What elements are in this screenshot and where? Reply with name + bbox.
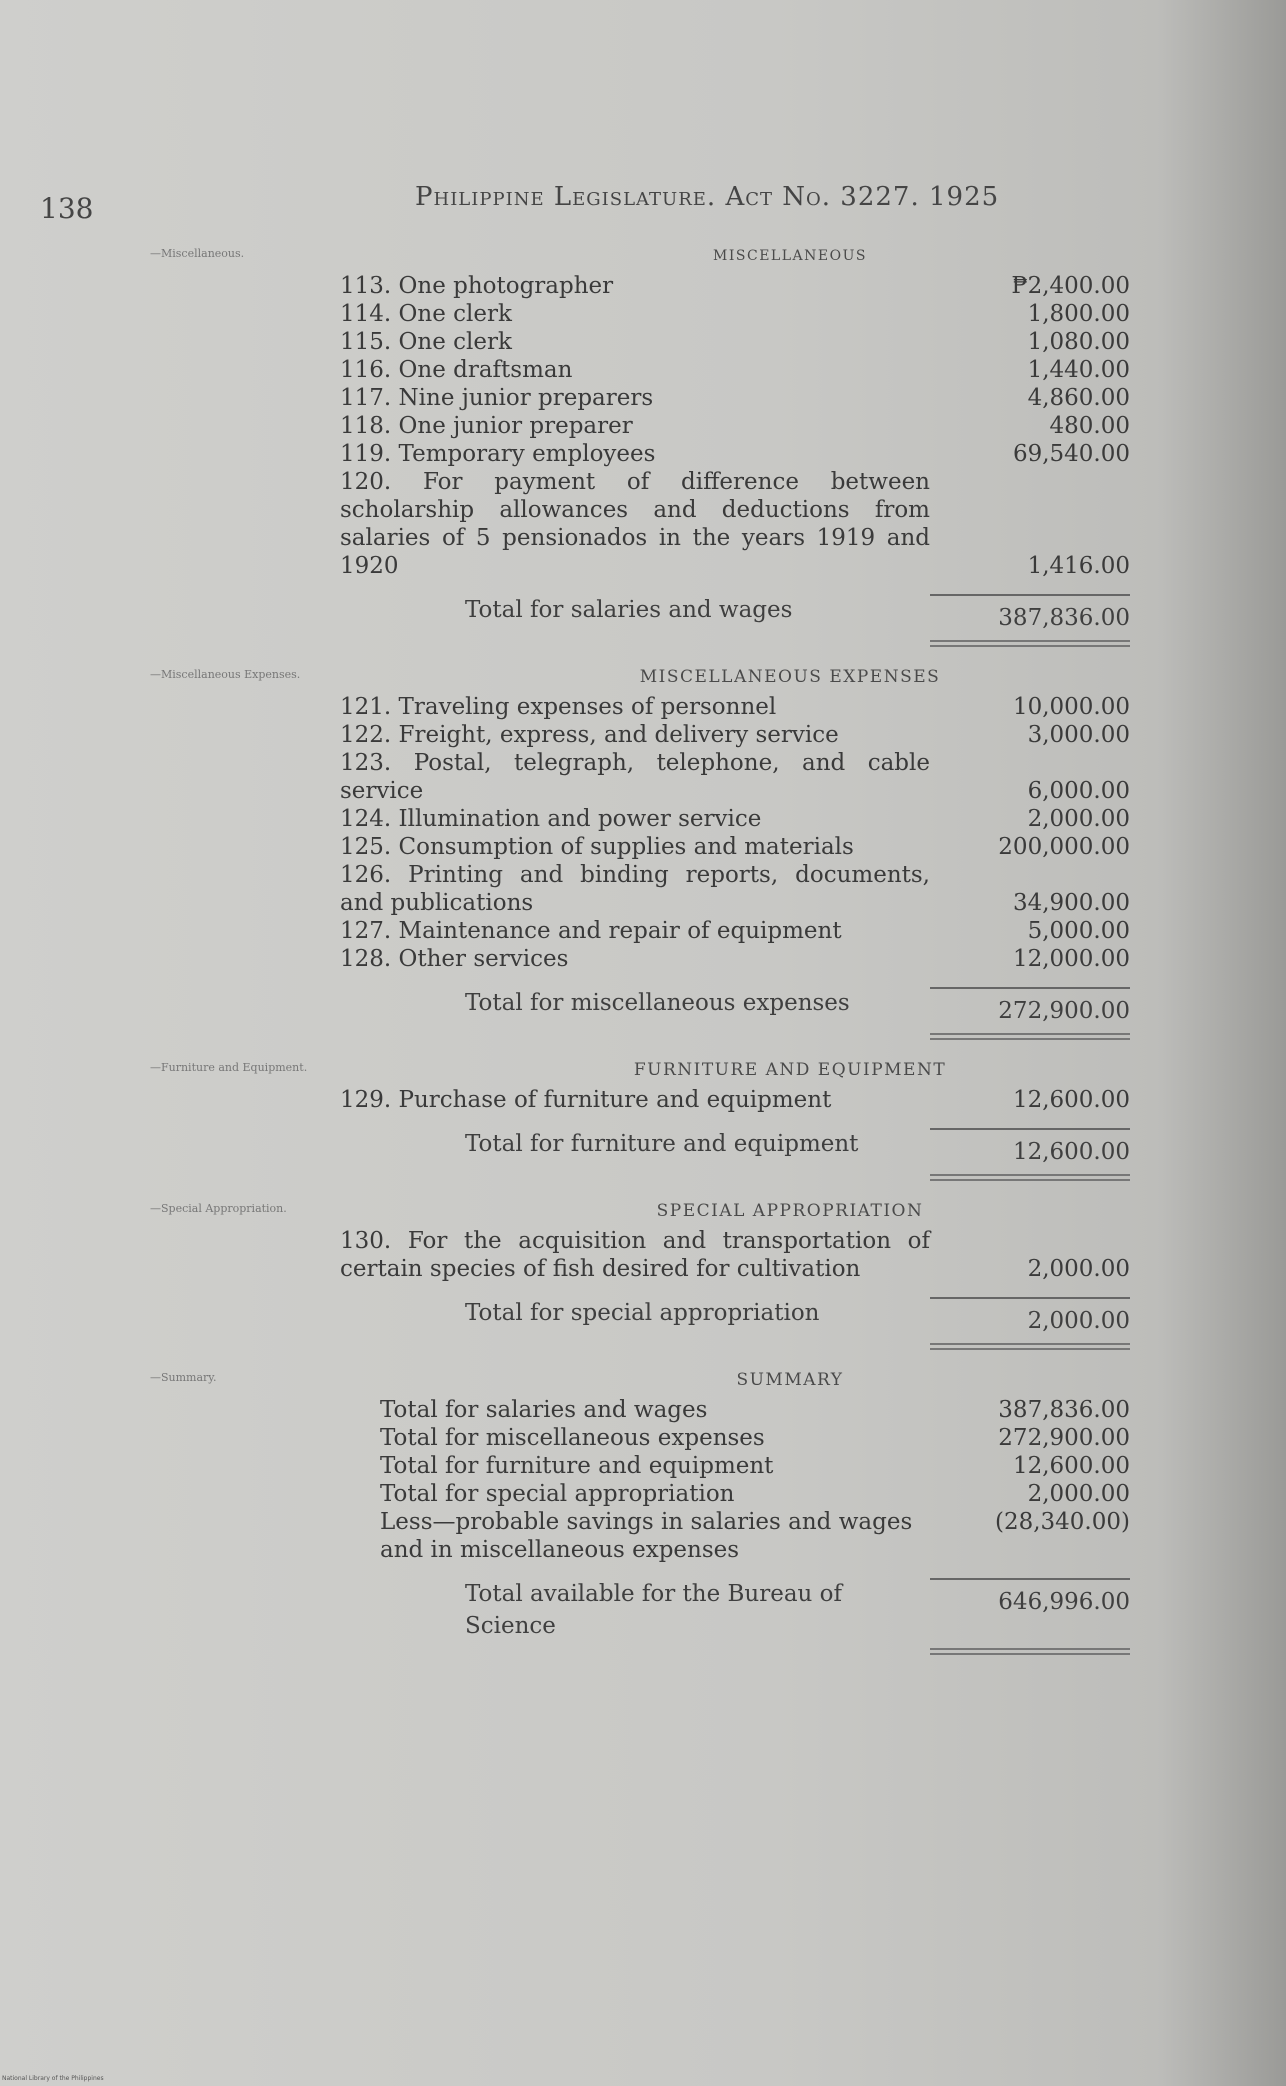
line-item	[340, 1086, 1130, 1114]
item-amount: 10,000.00	[1012, 694, 1130, 720]
summary-row	[340, 1424, 1130, 1452]
item-text: 118. One junior preparer	[340, 413, 633, 439]
item-amount: (28,340.00)	[994, 1509, 1130, 1535]
total-amount: 387,836.00	[930, 594, 1130, 634]
main-column	[150, 240, 1130, 1669]
item-text: 121. Traveling expenses of personnel	[340, 694, 777, 720]
item-text: 114. One clerk	[340, 301, 512, 327]
summary-row	[340, 1396, 1130, 1424]
item-text: 127. Maintenance and repair of equipment	[340, 918, 842, 944]
margin-note: —Furniture and Equipment.	[150, 1061, 308, 1074]
item-text: 120. For payment of difference between scholarship allowances and deductions from salaries of 5 pensionados in the years 1919 and 1920	[340, 469, 930, 579]
summary-row	[340, 1480, 1130, 1508]
item-text: 124. Illumination and power service	[340, 806, 762, 832]
line-item	[340, 693, 1130, 721]
item-amount: 1,800.00	[1027, 301, 1130, 327]
item-text: 115. One clerk	[340, 329, 512, 355]
line-item	[340, 833, 1130, 861]
item-amount: 2,000.00	[1027, 1256, 1130, 1282]
item-amount: 1,416.00	[1027, 553, 1130, 579]
item-amount: 6,000.00	[1027, 778, 1130, 804]
item-text: Total for special appropriation	[380, 1481, 735, 1507]
page-header	[40, 182, 1140, 225]
item-amount: 2,000.00	[1027, 1481, 1130, 1507]
item-text: Total for furniture and equipment	[380, 1453, 774, 1479]
item-text: 113. One photographer	[340, 273, 614, 299]
total-amount: 272,900.00	[930, 987, 1130, 1027]
double-rule	[930, 1174, 1130, 1181]
footer-credit: National Library of the Philippines	[2, 2075, 104, 2082]
margin-note: —Summary.	[150, 1371, 217, 1384]
line-item	[340, 805, 1130, 833]
item-amount: 387,836.00	[998, 1397, 1130, 1423]
item-amount: 12,600.00	[1012, 1087, 1130, 1113]
item-amount: 200,000.00	[998, 834, 1130, 860]
margin-note: —Miscellaneous.	[150, 247, 245, 260]
section-special-appropriation	[150, 1195, 1130, 1350]
summary-row	[340, 1452, 1130, 1480]
section-summary	[150, 1364, 1130, 1655]
page-number: 138	[40, 192, 94, 225]
line-item	[340, 749, 1130, 805]
total-label: Total for furniture and equipment	[465, 1131, 859, 1157]
item-amount: 4,860.00	[1027, 385, 1130, 411]
double-rule	[930, 640, 1130, 647]
item-amount: 3,000.00	[1027, 722, 1130, 748]
item-amount: 1,440.00	[1027, 357, 1130, 383]
item-text: 125. Consumption of supplies and materials	[340, 834, 854, 860]
item-text: Total for salaries and wages	[380, 1397, 708, 1423]
section-furniture-equipment	[150, 1054, 1130, 1181]
line-item	[340, 721, 1130, 749]
item-text: 123. Postal, telegraph, telephone, and cable service	[340, 750, 930, 804]
total-label: Total available for the Bureau of Science	[465, 1581, 843, 1639]
margin-note: —Miscellaneous Expenses.	[150, 668, 301, 681]
total-row	[340, 1128, 1130, 1168]
line-item	[340, 468, 1130, 580]
section-miscellaneous	[150, 240, 1130, 647]
item-text: Less—probable savings in salaries and wages and in miscellaneous expenses	[380, 1509, 913, 1563]
item-amount: 34,900.00	[1012, 890, 1130, 916]
line-item	[340, 384, 1130, 412]
item-amount: 480.00	[1049, 413, 1130, 439]
item-text: 122. Freight, express, and delivery service	[340, 722, 839, 748]
item-amount: 12,000.00	[1012, 946, 1130, 972]
total-label: Total for special appropriation	[465, 1300, 820, 1326]
item-text: 116. One draftsman	[340, 357, 573, 383]
item-text: 128. Other services	[340, 946, 569, 972]
section-title: SUMMARY	[736, 1370, 844, 1390]
item-text: 126. Printing and binding reports, documents, and publications	[340, 862, 930, 916]
total-label: Total for salaries and wages	[465, 597, 793, 623]
summary-row	[340, 1508, 1130, 1564]
item-text: 119. Temporary employees	[340, 441, 656, 467]
line-item	[340, 1227, 1130, 1283]
item-text: Total for miscellaneous expenses	[380, 1425, 765, 1451]
item-amount: 69,540.00	[1012, 441, 1130, 467]
total-row	[340, 594, 1130, 634]
total-row	[340, 1578, 1130, 1642]
total-amount: 646,996.00	[930, 1578, 1130, 1642]
line-item	[340, 440, 1130, 468]
item-amount: 272,900.00	[998, 1425, 1130, 1451]
line-item	[340, 412, 1130, 440]
section-title: FURNITURE AND EQUIPMENT	[633, 1060, 947, 1080]
running-head: Philippine Legislature. Act No. 3227. 1925	[415, 182, 1000, 212]
section-miscellaneous-expenses	[150, 661, 1130, 1040]
item-amount: ₱2,400.00	[1011, 273, 1130, 299]
double-rule	[930, 1033, 1130, 1040]
item-amount: 5,000.00	[1027, 918, 1130, 944]
total-row	[340, 1297, 1130, 1337]
item-amount: 12,600.00	[1012, 1453, 1130, 1479]
section-title: MISCELLANEOUS	[713, 248, 867, 264]
total-amount: 12,600.00	[930, 1128, 1130, 1168]
section-title: SPECIAL APPROPRIATION	[656, 1201, 924, 1221]
line-item	[340, 861, 1130, 917]
total-row	[340, 987, 1130, 1027]
double-rule	[930, 1343, 1130, 1350]
line-item	[340, 945, 1130, 973]
item-amount: 1,080.00	[1027, 329, 1130, 355]
line-item	[340, 328, 1130, 356]
line-item	[340, 917, 1130, 945]
margin-note: —Special Appropriation.	[150, 1202, 287, 1215]
section-title: MISCELLANEOUS EXPENSES	[639, 667, 941, 687]
line-item	[340, 300, 1130, 328]
item-text: 129. Purchase of furniture and equipment	[340, 1087, 832, 1113]
double-rule	[930, 1648, 1130, 1655]
line-item	[340, 356, 1130, 384]
total-label: Total for miscellaneous expenses	[465, 990, 850, 1016]
line-item	[340, 272, 1130, 300]
item-text: 130. For the acquisition and transportation of certain species of fish desired for cultivation	[340, 1228, 930, 1282]
total-amount: 2,000.00	[930, 1297, 1130, 1337]
item-amount: 2,000.00	[1027, 806, 1130, 832]
item-text: 117. Nine junior preparers	[340, 385, 654, 411]
